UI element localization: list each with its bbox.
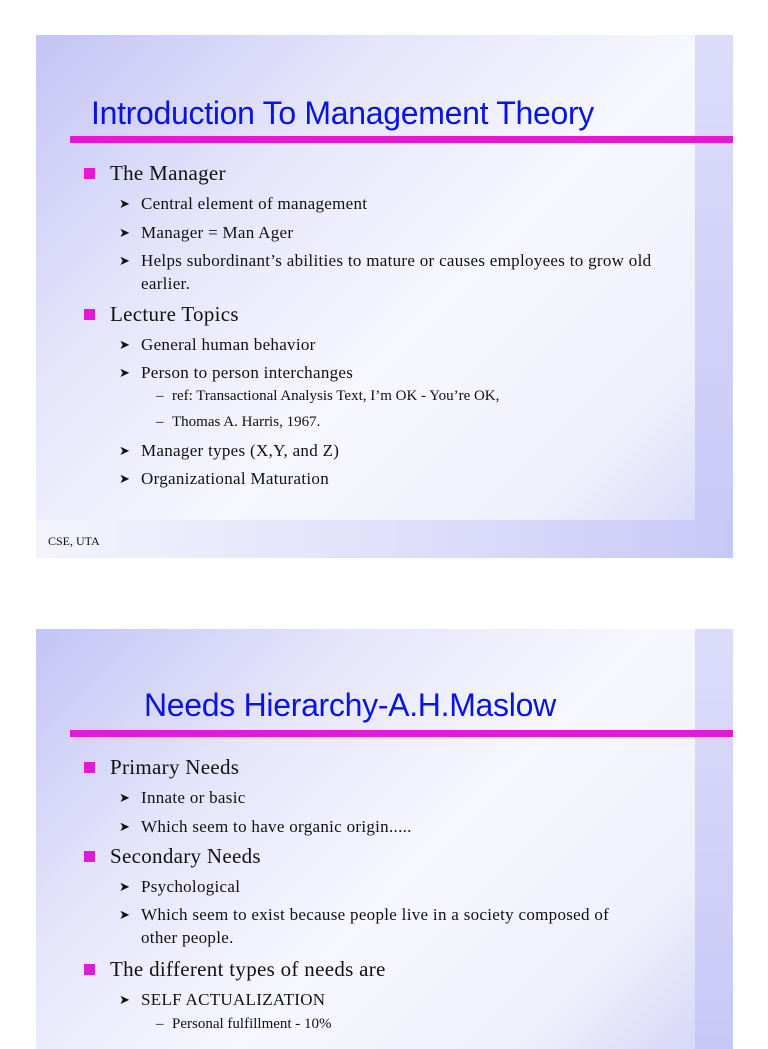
sub-bullet xyxy=(119,192,368,215)
arrowhead-bullet-icon: ➤ xyxy=(119,819,131,834)
dash-icon: – xyxy=(156,414,164,430)
sub-bullet xyxy=(119,361,354,384)
dash-icon: – xyxy=(156,1016,164,1032)
bullet-different-types xyxy=(110,957,386,982)
arrowhead-bullet-icon: ➤ xyxy=(119,225,131,240)
sub-sub-bullet-text: Personal fulfillment - 10% xyxy=(172,1016,332,1032)
sub-bullet-text: Organizational Maturation xyxy=(141,469,329,488)
bullet-text: The Manager xyxy=(110,161,226,185)
slide-1 xyxy=(36,35,733,558)
arrowhead-bullet-icon: ➤ xyxy=(119,907,131,922)
sub-sub-bullet xyxy=(156,388,500,405)
sub-bullet-text: Which seem to exist because people live in a society composed of other people. xyxy=(141,905,610,947)
arrowhead-bullet-icon: ➤ xyxy=(119,790,131,805)
sub-bullet-text: Person to person interchanges xyxy=(141,363,354,382)
bullet-secondary-needs xyxy=(110,844,261,869)
sub-bullet-text: General human behavior xyxy=(141,335,316,354)
arrowhead-bullet-icon: ➤ xyxy=(119,196,131,211)
sub-bullet xyxy=(119,786,246,809)
sub-bullet-text: Innate or basic xyxy=(141,788,246,807)
slide-footer: CSE, UTA xyxy=(48,534,100,548)
title-rule xyxy=(70,136,733,143)
bullet-lecture-topics xyxy=(110,302,239,327)
arrowhead-bullet-icon: ➤ xyxy=(119,253,131,268)
square-bullet-icon xyxy=(84,309,95,320)
bullet-text: The different types of needs are xyxy=(110,957,386,981)
bullet-text: Lecture Topics xyxy=(110,302,239,326)
title-rule xyxy=(70,730,733,737)
bullet-primary-needs xyxy=(110,755,239,780)
arrowhead-bullet-icon: ➤ xyxy=(119,992,131,1007)
bullet-the-manager xyxy=(110,161,226,186)
sub-bullet-text: SELF ACTUALIZATION xyxy=(141,990,326,1009)
sub-sub-bullet-text: Thomas A. Harris, 1967. xyxy=(172,414,321,430)
sub-bullet xyxy=(119,875,241,898)
slide-bottom-band xyxy=(36,520,733,558)
arrowhead-bullet-icon: ➤ xyxy=(119,365,131,380)
sub-bullet xyxy=(119,333,316,356)
slide-1-title: Introduction To Management Theory xyxy=(91,95,595,131)
sub-bullet-text: Which seem to have organic origin..... xyxy=(141,817,412,836)
slide-2 xyxy=(36,629,733,1049)
arrowhead-bullet-icon: ➤ xyxy=(119,337,131,352)
sub-sub-bullet-text: ref: Transactional Analysis Text, I’m OK - You’re OK, xyxy=(172,388,500,404)
bullet-text: Primary Needs xyxy=(110,755,240,779)
sub-bullet xyxy=(119,988,326,1011)
dash-icon: – xyxy=(156,388,164,404)
sub-bullet-text: Central element of management xyxy=(141,194,368,213)
sub-sub-bullet xyxy=(156,414,321,431)
sub-bullet xyxy=(119,903,611,949)
sub-bullet xyxy=(119,815,412,838)
sub-bullet xyxy=(119,221,294,244)
sub-bullet-text: Manager = Man Ager xyxy=(141,223,294,242)
bullet-text: Secondary Needs xyxy=(110,844,261,868)
arrowhead-bullet-icon: ➤ xyxy=(119,443,131,458)
sub-bullet xyxy=(119,467,329,490)
square-bullet-icon xyxy=(84,168,95,179)
square-bullet-icon xyxy=(84,851,95,862)
sub-bullet-text: Helps subordinant’s abilities to mature or causes employees to grow old earlier. xyxy=(141,251,652,293)
sub-sub-bullet xyxy=(156,1016,332,1033)
sub-bullet xyxy=(119,249,681,295)
square-bullet-icon xyxy=(84,964,95,975)
arrowhead-bullet-icon: ➤ xyxy=(119,879,131,894)
sub-bullet-text: Manager types (X,Y, and Z) xyxy=(141,441,340,460)
square-bullet-icon xyxy=(84,762,95,773)
sub-bullet-text: Psychological xyxy=(141,877,241,896)
sub-bullet xyxy=(119,439,340,462)
arrowhead-bullet-icon: ➤ xyxy=(119,471,131,486)
slide-2-title: Needs Hierarchy-A.H.Maslow xyxy=(144,687,556,723)
